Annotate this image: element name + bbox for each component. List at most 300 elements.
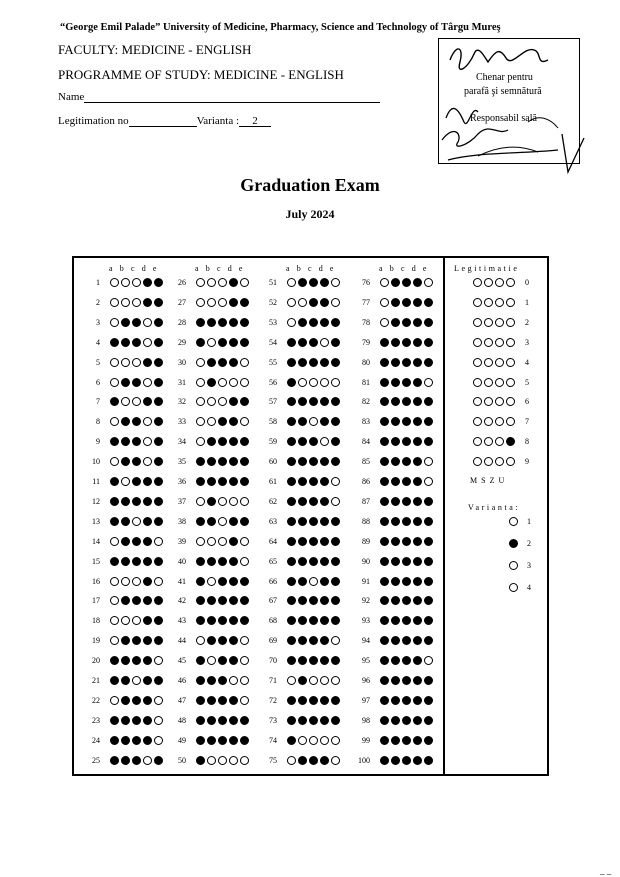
question-number: 79 (362, 337, 370, 347)
answer-bubble (402, 696, 411, 705)
answer-bubble (287, 338, 296, 347)
answer-bubble (424, 676, 433, 685)
answer-bubble (331, 358, 340, 367)
answer-bubble (143, 497, 152, 506)
answer-bubble (391, 338, 400, 347)
answer-bubble (320, 696, 329, 705)
answer-bubble (391, 537, 400, 546)
answer-bubble (298, 756, 307, 765)
answer-bubble (132, 318, 141, 327)
answer-bubble (298, 358, 307, 367)
answer-bubble (207, 676, 216, 685)
answer-bubble (240, 378, 249, 387)
answer-bubble (320, 557, 329, 566)
question-number: 29 (178, 337, 186, 347)
question-number: 94 (362, 636, 370, 646)
legitimatie-digit: 0 (525, 278, 529, 287)
answer-bubble (320, 756, 329, 765)
answer-bubble (331, 318, 340, 327)
question-number: 42 (178, 596, 186, 606)
answer-bubble (331, 497, 340, 506)
legitimatie-bubble (484, 278, 493, 287)
question-number: 76 (362, 278, 370, 287)
question-number: 71 (269, 676, 277, 685)
question-number: 33 (178, 417, 186, 427)
page-title: Graduation Exam (240, 175, 380, 195)
answer-bubble (240, 517, 249, 526)
answer-bubble (413, 278, 422, 287)
answer-bubble (121, 577, 130, 586)
answer-bubble (380, 298, 389, 307)
answer-bubble (380, 676, 389, 685)
answer-bubble (380, 517, 389, 526)
question-number: 80 (362, 357, 370, 367)
answer-bubble (287, 557, 296, 566)
answer-bubble (331, 517, 340, 526)
answer-bubble (287, 756, 296, 765)
answer-bubble (229, 736, 238, 745)
question-number: 92 (362, 596, 370, 606)
question-number: 62 (269, 496, 277, 506)
question-number: 4 (96, 337, 100, 347)
answer-bubble (309, 676, 318, 685)
legitimatie-digit: 6 (525, 397, 529, 407)
answer-bubble (218, 298, 227, 307)
question-number: 68 (269, 616, 277, 626)
question-number: 30 (178, 357, 186, 367)
legitimatie-bubble (484, 298, 493, 307)
answer-bubble (413, 716, 422, 725)
answer-bubble (391, 278, 400, 287)
answer-bubble (413, 517, 422, 526)
answer-bubble (110, 756, 119, 765)
answer-bubble (287, 676, 296, 685)
answer-bubble (391, 318, 400, 327)
answer-bubble (143, 696, 152, 705)
answer-bubble (287, 318, 296, 327)
legitimatie-digit: 8 (525, 437, 529, 447)
answer-bubble (132, 537, 141, 546)
question-number: 89 (362, 536, 370, 546)
answer-bubble (413, 378, 422, 387)
answer-bubble (380, 318, 389, 327)
question-number: 40 (178, 556, 186, 566)
university-name: “George Emil Palade” University of Medicine, Pharmacy, Science and Technology of Târgu Mureş (60, 22, 501, 33)
varianta-bubble (509, 539, 518, 548)
answer-bubble (110, 736, 119, 745)
answer-bubble (154, 676, 163, 685)
varianta-grid-header: Varianta: (468, 503, 521, 512)
answer-bubble (287, 497, 296, 506)
question-number: 65 (269, 556, 277, 566)
answer-bubble (218, 278, 227, 287)
answer-bubble (196, 756, 205, 765)
legitimatie-bubble (473, 358, 482, 367)
answer-bubble (196, 537, 205, 546)
question-number: 86 (362, 477, 370, 486)
answer-bubble (207, 298, 216, 307)
legitimatie-bubble (506, 378, 515, 387)
legitimatie-bubble (495, 378, 504, 387)
answer-bubble (218, 557, 227, 566)
answer-bubble (320, 338, 329, 347)
question-number: 49 (178, 735, 186, 745)
answer-sheet-divider (443, 256, 445, 776)
answer-bubble (143, 318, 152, 327)
answer-bubble (110, 358, 119, 367)
answer-bubble (402, 537, 411, 546)
legitimatie-bubble (473, 378, 482, 387)
answer-bubble (143, 358, 152, 367)
answer-bubble (287, 716, 296, 725)
answer-bubble (218, 378, 227, 387)
answer-bubble (207, 358, 216, 367)
legitimatie-bubble (495, 318, 504, 327)
varianta-option-label: 2 (527, 539, 531, 548)
answer-bubble (143, 278, 152, 287)
answer-bubble (287, 736, 296, 745)
answer-bubble (207, 278, 216, 287)
varianta-label: Varianta : (196, 115, 240, 127)
answer-bubble (424, 756, 433, 765)
answer-bubble (320, 716, 329, 725)
answer-bubble (196, 298, 205, 307)
answer-bubble (121, 557, 130, 566)
answer-bubble (196, 378, 205, 387)
answer-bubble (391, 557, 400, 566)
answer-bubble (424, 378, 433, 387)
option-header: a b c d e (109, 264, 160, 273)
answer-bubble (110, 557, 119, 566)
question-number: 5 (96, 357, 100, 367)
answer-bubble (229, 338, 238, 347)
answer-bubble (391, 378, 400, 387)
answer-bubble (121, 676, 130, 685)
question-number: 22 (92, 695, 100, 705)
answer-bubble (121, 278, 130, 287)
answer-bubble (413, 557, 422, 566)
answer-bubble (154, 696, 163, 705)
answer-bubble (132, 497, 141, 506)
legitimatie-bubble (484, 378, 493, 387)
answer-bubble (240, 278, 249, 287)
answer-bubble (110, 318, 119, 327)
answer-bubble (298, 298, 307, 307)
answer-bubble (287, 278, 296, 287)
answer-bubble (413, 318, 422, 327)
answer-bubble (320, 358, 329, 367)
answer-bubble (121, 696, 130, 705)
question-number: 37 (178, 496, 186, 506)
answer-bubble (132, 517, 141, 526)
varianta-value: 2 (239, 115, 271, 127)
answer-bubble (229, 358, 238, 367)
question-number: 74 (269, 735, 277, 745)
question-number: 6 (96, 377, 100, 387)
answer-bubble (121, 477, 130, 486)
question-number: 51 (269, 278, 277, 287)
answer-bubble (391, 676, 400, 685)
answer-bubble (380, 497, 389, 506)
answer-bubble (331, 378, 340, 387)
answer-bubble (380, 716, 389, 725)
answer-bubble (298, 716, 307, 725)
legitimatie-digit: 5 (525, 377, 529, 387)
answer-bubble (218, 517, 227, 526)
legitimatie-digit: 4 (525, 357, 529, 367)
answer-bubble (331, 696, 340, 705)
answer-bubble (229, 278, 238, 287)
stamp-text-3: Responsabil sală (470, 113, 537, 124)
answer-bubble (424, 298, 433, 307)
answer-bubble (154, 278, 163, 287)
answer-bubble (240, 338, 249, 347)
legitimatie-header: Legitimatie (454, 264, 520, 273)
answer-bubble (132, 716, 141, 725)
answer-bubble (298, 278, 307, 287)
answer-bubble (402, 497, 411, 506)
answer-bubble (240, 497, 249, 506)
answer-bubble (424, 278, 433, 287)
answer-bubble (402, 278, 411, 287)
legitimatie-digit: 3 (525, 337, 529, 347)
question-number: 24 (92, 735, 100, 745)
answer-bubble (240, 298, 249, 307)
answer-bubble (287, 378, 296, 387)
answer-bubble (154, 716, 163, 725)
legitimatie-digit: 9 (525, 457, 529, 467)
answer-bubble (287, 517, 296, 526)
answer-bubble (132, 696, 141, 705)
legitimatie-digit: 2 (525, 317, 529, 327)
programme-line: PROGRAMME OF STUDY: MEDICINE - ENGLISH (58, 67, 344, 82)
answer-bubble (402, 338, 411, 347)
answer-bubble (413, 756, 422, 765)
question-number: 23 (92, 715, 100, 725)
answer-bubble (413, 736, 422, 745)
answer-bubble (402, 756, 411, 765)
question-number: 97 (362, 695, 370, 705)
answer-bubble (331, 577, 340, 586)
answer-bubble (229, 477, 238, 486)
answer-bubble (154, 378, 163, 387)
answer-bubble (143, 756, 152, 765)
answer-bubble (240, 557, 249, 566)
question-number: 87 (362, 496, 370, 506)
answer-bubble (309, 696, 318, 705)
answer-bubble (240, 318, 249, 327)
question-number: 60 (269, 457, 277, 467)
answer-bubble (413, 477, 422, 486)
answer-bubble (240, 696, 249, 705)
question-number: 35 (178, 457, 186, 467)
name-rule (84, 91, 380, 103)
answer-bubble (207, 517, 216, 526)
question-number: 82 (362, 397, 370, 407)
answer-bubble (143, 577, 152, 586)
question-number: 20 (92, 656, 100, 666)
answer-bubble (121, 358, 130, 367)
question-number: 69 (269, 636, 277, 646)
answer-bubble (391, 696, 400, 705)
legitimatie-bubble (506, 358, 515, 367)
answer-bubble (380, 756, 389, 765)
question-number: 84 (362, 437, 370, 447)
answer-bubble (391, 756, 400, 765)
question-number: 63 (269, 516, 277, 526)
answer-bubble (154, 477, 163, 486)
answer-bubble (132, 338, 141, 347)
question-number: 61 (269, 477, 277, 486)
legitimatie-bubble (506, 338, 515, 347)
question-number: 36 (178, 477, 186, 486)
answer-bubble (402, 676, 411, 685)
answer-bubble (309, 338, 318, 347)
question-number: 59 (269, 437, 277, 447)
answer-bubble (218, 676, 227, 685)
answer-bubble (218, 318, 227, 327)
answer-bubble (207, 497, 216, 506)
answer-bubble (320, 278, 329, 287)
question-number: 72 (269, 695, 277, 705)
answer-bubble (121, 736, 130, 745)
answer-bubble (110, 696, 119, 705)
question-number: 28 (178, 317, 186, 327)
legitimatie-digit: 7 (525, 417, 529, 427)
answer-bubble (413, 338, 422, 347)
answer-bubble (110, 537, 119, 546)
question-number: 39 (178, 536, 186, 546)
answer-bubble (298, 736, 307, 745)
answer-bubble (121, 497, 130, 506)
answer-bubble (229, 318, 238, 327)
answer-bubble (298, 318, 307, 327)
question-number: 34 (178, 437, 186, 447)
answer-bubble (331, 716, 340, 725)
answer-bubble (154, 557, 163, 566)
answer-bubble (424, 358, 433, 367)
question-number: 78 (362, 317, 370, 327)
varianta-option-label: 3 (527, 561, 531, 570)
answer-bubble (391, 298, 400, 307)
answer-bubble (320, 537, 329, 546)
varianta-option-label: 1 (527, 517, 531, 526)
question-number: 7 (96, 397, 100, 407)
answer-bubble (380, 338, 389, 347)
signature-drawing (438, 38, 588, 178)
answer-bubble (196, 477, 205, 486)
answer-bubble (424, 537, 433, 546)
answer-bubble (240, 736, 249, 745)
question-number: 31 (178, 377, 186, 387)
question-number: 26 (178, 278, 186, 287)
answer-bubble (380, 537, 389, 546)
answer-bubble (196, 338, 205, 347)
question-number: 13 (92, 516, 100, 526)
answer-bubble (424, 497, 433, 506)
answer-bubble (380, 577, 389, 586)
question-number: 81 (362, 377, 370, 387)
question-number: 38 (178, 516, 186, 526)
answer-bubble (380, 278, 389, 287)
question-number: 25 (92, 755, 100, 765)
question-number: 12 (92, 496, 100, 506)
answer-bubble (196, 577, 205, 586)
answer-bubble (143, 378, 152, 387)
question-number: 15 (92, 556, 100, 566)
question-number: 19 (92, 636, 100, 646)
answer-bubble (309, 378, 318, 387)
answer-bubble (309, 517, 318, 526)
answer-bubble (309, 318, 318, 327)
question-number: 45 (178, 656, 186, 666)
answer-bubble (218, 696, 227, 705)
answer-bubble (309, 497, 318, 506)
stamp-text-1: Chenar pentru (476, 72, 533, 83)
answer-bubble (110, 676, 119, 685)
answer-bubble (402, 378, 411, 387)
answer-bubble (196, 696, 205, 705)
faculty-line: FACULTY: MEDICINE - ENGLISH (58, 42, 252, 57)
question-number: 44 (178, 636, 186, 646)
answer-bubble (298, 676, 307, 685)
question-number: 11 (92, 477, 100, 486)
answer-bubble (196, 736, 205, 745)
answer-bubble (207, 756, 216, 765)
answer-bubble (121, 716, 130, 725)
answer-bubble (309, 477, 318, 486)
answer-bubble (240, 477, 249, 486)
answer-bubble (110, 716, 119, 725)
answer-bubble (320, 736, 329, 745)
answer-bubble (218, 338, 227, 347)
answer-bubble (121, 298, 130, 307)
answer-bubble (380, 736, 389, 745)
answer-bubble (132, 557, 141, 566)
answer-bubble (391, 358, 400, 367)
answer-bubble (218, 537, 227, 546)
answer-bubble (298, 577, 307, 586)
answer-bubble (132, 358, 141, 367)
answer-bubble (320, 676, 329, 685)
answer-bubble (424, 338, 433, 347)
option-header: a b c d e (286, 264, 337, 273)
question-number: 46 (178, 676, 186, 685)
legitimatie-bubble (473, 338, 482, 347)
legitimatie-bubble (506, 318, 515, 327)
answer-bubble (331, 736, 340, 745)
answer-bubble (413, 577, 422, 586)
legitimatie-bubble (495, 338, 504, 347)
answer-bubble (207, 477, 216, 486)
answer-bubble (380, 378, 389, 387)
legitimatie-bubble (484, 338, 493, 347)
question-number: 98 (362, 715, 370, 725)
question-number: 56 (269, 377, 277, 387)
answer-bubble (424, 477, 433, 486)
question-number: 17 (92, 596, 100, 606)
answer-bubble (143, 676, 152, 685)
answer-bubble (229, 716, 238, 725)
question-number: 90 (362, 556, 370, 566)
answer-bubble (380, 477, 389, 486)
answer-bubble (402, 358, 411, 367)
answer-bubble (132, 736, 141, 745)
answer-bubble (132, 378, 141, 387)
name-label: Name (58, 91, 85, 103)
answer-bubble (132, 676, 141, 685)
legitimatie-bubble (473, 318, 482, 327)
